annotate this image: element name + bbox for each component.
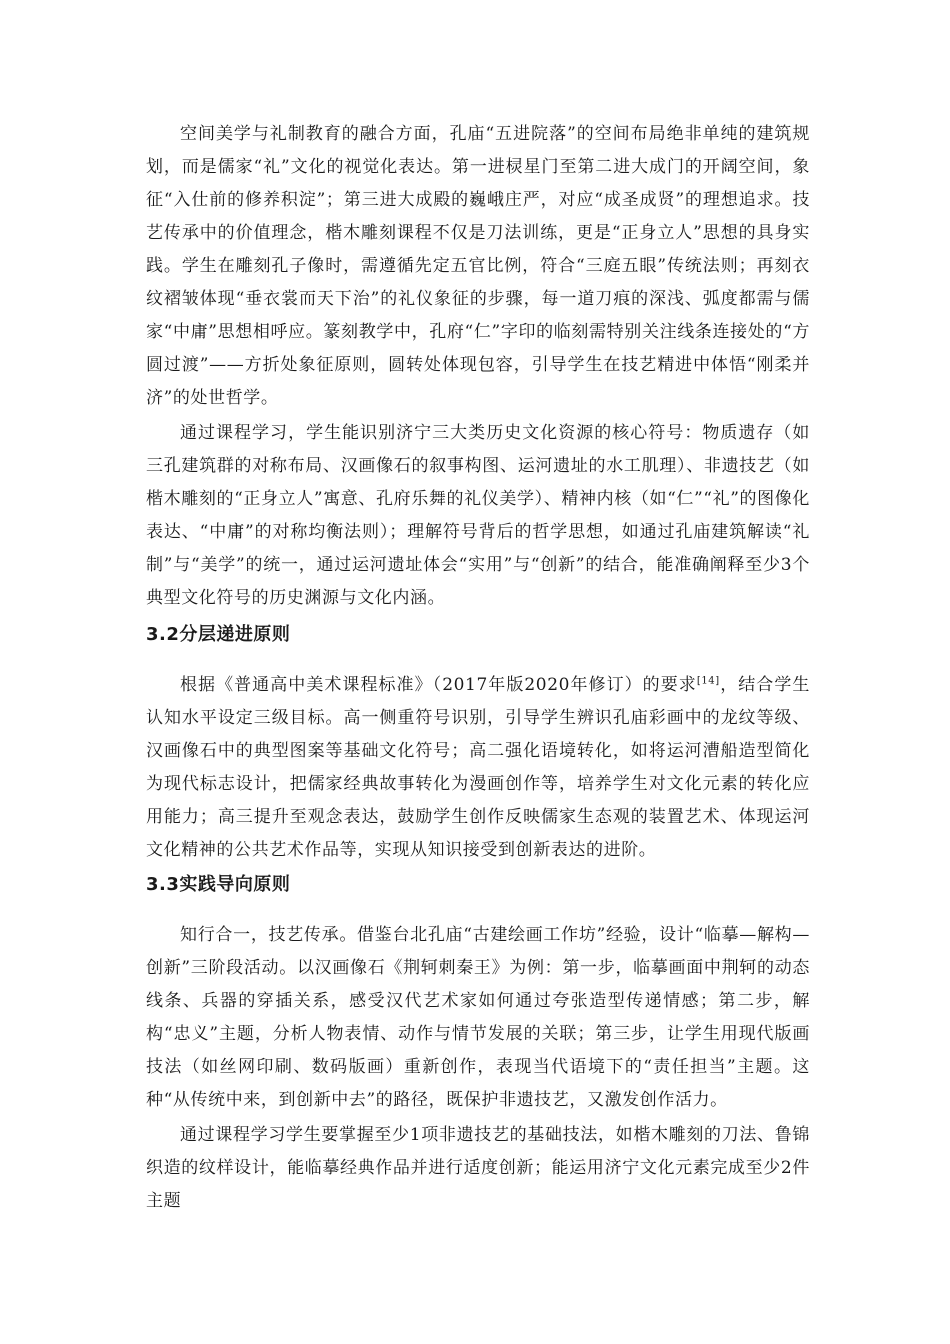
body-paragraph: 空间美学与礼制教育的融合方面，孔庙“五进院落”的空间布局绝非单纯的建筑规划，而是儒家“礼”文化的视觉化表达。第一进棂星门至第二进大成门的开阔空间，象征“入仕前的修养积淀”；第三进大成殿的巍峨庄严，对应“成圣成贤”的理想追求。技艺传承中的价值理念，楷木雕刻课程不仅是刀法训练，更是“正身立人”思想的具身实践。学生在雕刻孔子像时，需遵循先定五官比例，符合“三庭五眼”传统法则；再刻衣纹褶皱体现“垂衣裳而天下治”的礼仪象征的步骤，每一道刀痕的深浅、弧度都需与儒家“中庸”思想相呼应。篆刻教学中，孔府“仁”字印的临刻需特别关注线条连接处的“方圆过渡”——方折处象征原则，圆转处体现包容，引导学生在技艺精进中体悟“刚柔并济”的处世哲学。: [146, 124, 810, 408]
paragraph-text: 根据《普通高中美术课程标准》（2017年版2020年修订）的要求: [180, 675, 697, 695]
body-paragraph: 通过课程学习学生要掌握至少1项非遗技艺的基础技法，如楷木雕刻的刀法、鲁锦织造的纹样设计，能临摹经典作品并进行适度创新；能运用济宁文化元素完成至少2件主题: [146, 1125, 810, 1211]
body-paragraph: [146, 669, 810, 867]
section-heading: 3.2分层递进原则: [146, 624, 291, 645]
body-paragraph: 通过课程学习，学生能识别济宁三大类历史文化资源的核心符号：物质遗存（如三孔建筑群的对称布局、汉画像石的叙事构图、运河遗址的水工肌理）、非遗技艺（如楷木雕刻的“正身立人”寓意、孔府乐舞的礼仪美学）、精神内核（如“仁”“礼”的图像化表达、“中庸”的对称均衡法则）；理解符号背后的哲学思想，如通过孔庙建筑解读“礼制”与“美学”的统一，通过运河遗址体会“实用”与“创新”的结合，能准确阐释至少3个典型文化符号的历史渊源与文化内涵。: [146, 423, 810, 608]
document-page: [146, 118, 810, 1218]
body-paragraph: 知行合一，技艺传承。借鉴台北孔庙“古建绘画工作坊”经验，设计“临摹—解构—创新”三阶段活动。以汉画像石《荆轲刺秦王》为例：第一步，临摹画面中荆轲的动态线条、兵器的穿插关系，感受汉代艺术家如何通过夸张造型传递情感；第二步，解构“忠义”主题，分析人物表情、动作与情节发展的关联；第三步，让学生用现代版画技法（如丝网印刷、数码版画）重新创作，表现当代语境下的“责任担当”主题。这种“从传统中来，到创新中去”的路径，既保护非遗技艺，又激发创作活力。: [146, 925, 810, 1110]
citation-reference: [14]: [696, 675, 720, 687]
section-heading: 3.3实践导向原则: [146, 874, 291, 895]
paragraph-text: ，结合学生认知水平设定三级目标。高一侧重符号识别，引导学生辨识孔庙彩画中的龙纹等级、汉画像石中的典型图案等基础文化符号；高二强化语境转化，如将运河漕船造型简化为现代标志设计，把儒家经典故事转化为漫画创作等，培养学生对文化元素的转化应用能力；高三提升至观念表达，鼓励学生创作反映儒家生态观的装置艺术、体现运河文化精神的公共艺术作品等，实现从知识接受到创新表达的进阶。: [146, 675, 810, 860]
